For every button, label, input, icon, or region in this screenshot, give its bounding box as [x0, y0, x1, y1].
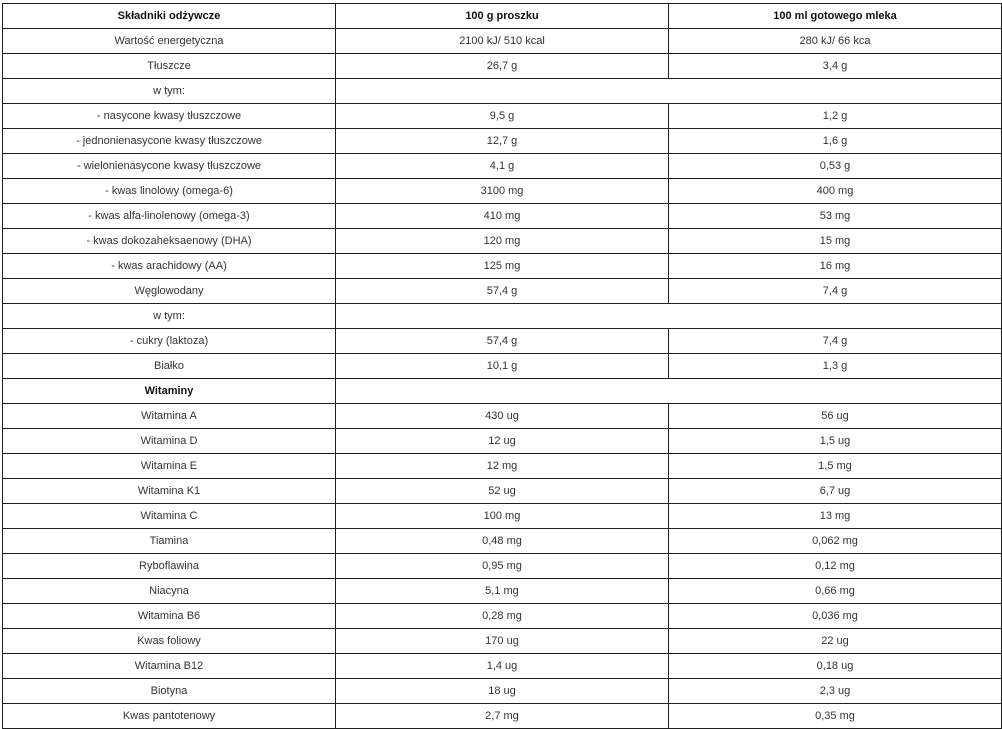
powder-value-cell: 2,7 mg [336, 704, 669, 729]
powder-value-cell: 170 ug [336, 629, 669, 654]
empty-value-cell [336, 379, 1002, 404]
powder-value-cell: 120 mg [336, 229, 669, 254]
powder-value-cell: 57,4 g [336, 329, 669, 354]
table-row [3, 679, 1002, 704]
table-row [3, 354, 1002, 379]
table-row [3, 129, 1002, 154]
nutrient-name-cell: Witamina B6 [3, 604, 336, 629]
empty-value-cell [336, 79, 1002, 104]
powder-value-cell: 0,48 mg [336, 529, 669, 554]
milk-value-cell: 3,4 g [669, 54, 1002, 79]
table-row [3, 254, 1002, 279]
milk-value-cell: 13 mg [669, 504, 1002, 529]
table-row [3, 279, 1002, 304]
powder-value-cell: 9,5 g [336, 104, 669, 129]
milk-value-cell: 400 mg [669, 179, 1002, 204]
table-row [3, 504, 1002, 529]
nutrient-name-cell: Tłuszcze [3, 54, 336, 79]
powder-value-cell: 12 ug [336, 429, 669, 454]
powder-value-cell: 10,1 g [336, 354, 669, 379]
milk-value-cell: 0,12 mg [669, 554, 1002, 579]
nutrient-name-cell: - kwas dokozaheksaenowy (DHA) [3, 229, 336, 254]
table-row [3, 329, 1002, 354]
powder-value-cell: 410 mg [336, 204, 669, 229]
powder-value-cell: 12 mg [336, 454, 669, 479]
powder-value-cell: 0,95 mg [336, 554, 669, 579]
table-row [3, 179, 1002, 204]
nutrient-name-cell: Witamina D [3, 429, 336, 454]
powder-value-cell: 125 mg [336, 254, 669, 279]
nutrient-name-cell: Witamina E [3, 454, 336, 479]
milk-value-cell: 1,5 ug [669, 429, 1002, 454]
table-row [3, 379, 1002, 404]
table-row [3, 529, 1002, 554]
table-row [3, 654, 1002, 679]
nutrient-name-cell: Węglowodany [3, 279, 336, 304]
table-row [3, 229, 1002, 254]
milk-value-cell: 280 kJ/ 66 kca [669, 29, 1002, 54]
nutrient-name-cell: Ryboflawina [3, 554, 336, 579]
table-row [3, 404, 1002, 429]
milk-value-cell: 7,4 g [669, 329, 1002, 354]
powder-value-cell: 430 ug [336, 404, 669, 429]
milk-value-cell: 0,036 mg [669, 604, 1002, 629]
powder-value-cell: 4,1 g [336, 154, 669, 179]
nutrient-name-cell: - nasycone kwasy tłuszczowe [3, 104, 336, 129]
powder-value-cell: 12,7 g [336, 129, 669, 154]
table-body [3, 29, 1002, 729]
nutrition-table [2, 3, 1002, 729]
table-row [3, 154, 1002, 179]
table-row [3, 79, 1002, 104]
nutrient-name-cell: Kwas foliowy [3, 629, 336, 654]
empty-value-cell [336, 304, 1002, 329]
powder-value-cell: 0,28 mg [336, 604, 669, 629]
nutrient-name-cell: Kwas pantotenowy [3, 704, 336, 729]
table-row [3, 54, 1002, 79]
nutrient-name-cell: - cukry (laktoza) [3, 329, 336, 354]
table-row [3, 454, 1002, 479]
nutrient-name-cell: Witamina B12 [3, 654, 336, 679]
table-row [3, 704, 1002, 729]
nutrient-name-cell: w tym: [3, 79, 336, 104]
powder-value-cell: 2100 kJ/ 510 kcal [336, 29, 669, 54]
milk-value-cell: 1,3 g [669, 354, 1002, 379]
nutrient-name-cell: w tym: [3, 304, 336, 329]
milk-value-cell: 22 ug [669, 629, 1002, 654]
powder-value-cell: 1,4 ug [336, 654, 669, 679]
milk-value-cell: 7,4 g [669, 279, 1002, 304]
table-row [3, 554, 1002, 579]
nutrient-name-cell: Biotyna [3, 679, 336, 704]
milk-value-cell: 6,7 ug [669, 479, 1002, 504]
nutrient-name-cell: - kwas linolowy (omega-6) [3, 179, 336, 204]
milk-value-cell: 0,062 mg [669, 529, 1002, 554]
nutrient-name-cell: - wielonienasycone kwasy tłuszczowe [3, 154, 336, 179]
milk-value-cell: 15 mg [669, 229, 1002, 254]
nutrient-name-cell: Witamina A [3, 404, 336, 429]
milk-value-cell: 0,18 ug [669, 654, 1002, 679]
milk-value-cell: 2,3 ug [669, 679, 1002, 704]
table-row [3, 29, 1002, 54]
powder-value-cell: 52 ug [336, 479, 669, 504]
powder-value-cell: 26,7 g [336, 54, 669, 79]
milk-value-cell: 0,53 g [669, 154, 1002, 179]
milk-value-cell: 0,35 mg [669, 704, 1002, 729]
nutrient-name-cell: Witamina K1 [3, 479, 336, 504]
milk-value-cell: 16 mg [669, 254, 1002, 279]
milk-value-cell: 0,66 mg [669, 579, 1002, 604]
milk-value-cell: 1,6 g [669, 129, 1002, 154]
table-header-row [3, 4, 1002, 29]
nutrient-name-cell: - jednonienasycone kwasy tłuszczowe [3, 129, 336, 154]
table-row [3, 304, 1002, 329]
powder-value-cell: 100 mg [336, 504, 669, 529]
milk-value-cell: 53 mg [669, 204, 1002, 229]
table-row [3, 604, 1002, 629]
nutrient-name-cell: - kwas alfa-linolenowy (omega-3) [3, 204, 336, 229]
nutrient-name-cell: Witaminy [3, 379, 336, 404]
nutrient-name-cell: Witamina C [3, 504, 336, 529]
table-row [3, 429, 1002, 454]
powder-value-cell: 57,4 g [336, 279, 669, 304]
header-per-100ml-milk: 100 ml gotowego mleka [669, 4, 1002, 29]
table-row [3, 479, 1002, 504]
table-row [3, 104, 1002, 129]
table-row [3, 579, 1002, 604]
powder-value-cell: 5,1 mg [336, 579, 669, 604]
nutrient-name-cell: Niacyna [3, 579, 336, 604]
nutrient-name-cell: Wartość energetyczna [3, 29, 336, 54]
nutrient-name-cell: - kwas arachidowy (AA) [3, 254, 336, 279]
milk-value-cell: 1,2 g [669, 104, 1002, 129]
powder-value-cell: 3100 mg [336, 179, 669, 204]
powder-value-cell: 18 ug [336, 679, 669, 704]
table-row [3, 204, 1002, 229]
table-row [3, 629, 1002, 654]
header-nutrients: Składniki odżywcze [3, 4, 336, 29]
nutrient-name-cell: Białko [3, 354, 336, 379]
header-per-100g-powder: 100 g proszku [336, 4, 669, 29]
milk-value-cell: 56 ug [669, 404, 1002, 429]
milk-value-cell: 1,5 mg [669, 454, 1002, 479]
nutrient-name-cell: Tiamina [3, 529, 336, 554]
